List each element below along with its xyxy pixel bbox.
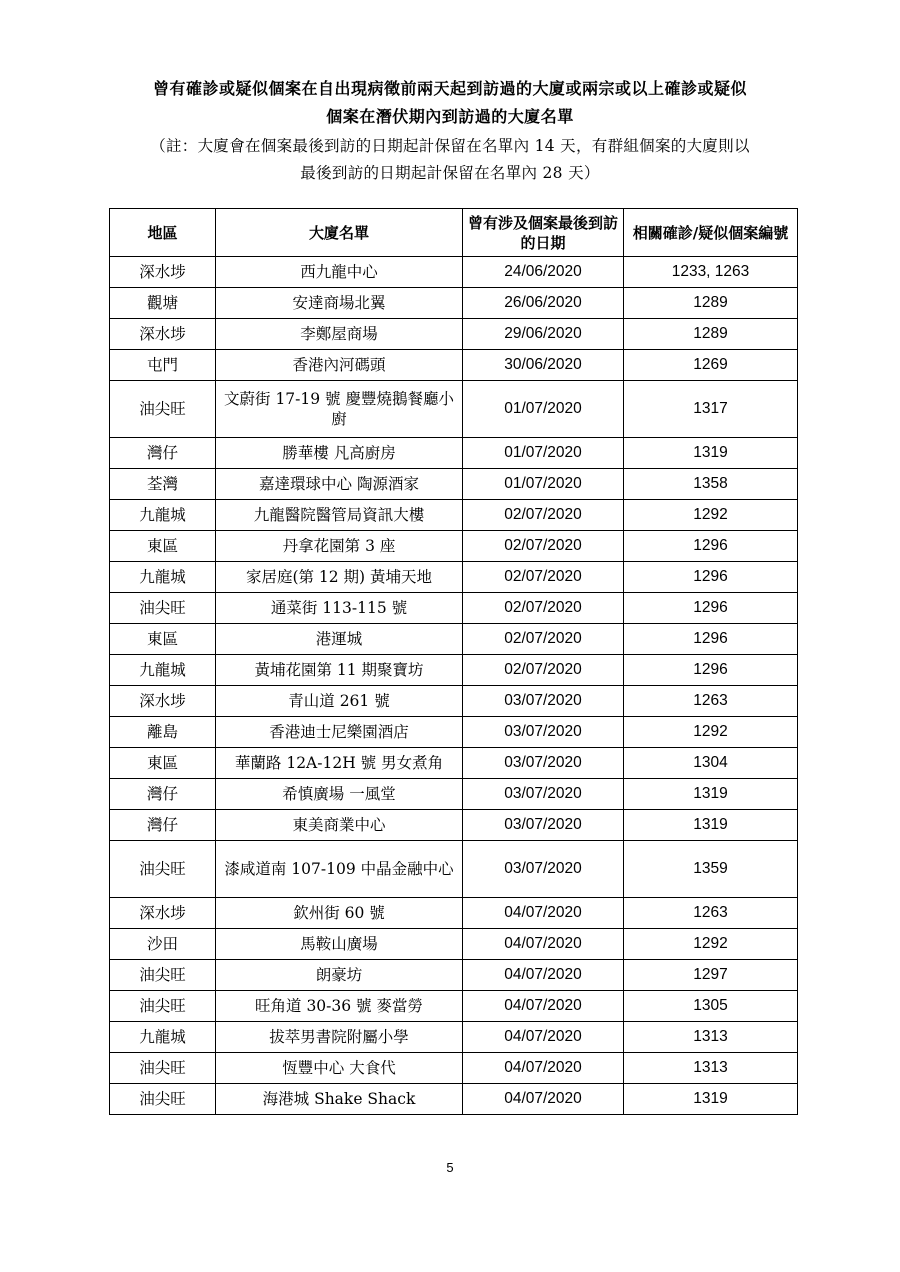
cell-district: 灣仔 bbox=[110, 779, 216, 810]
cell-cases: 1305 bbox=[624, 991, 798, 1022]
header-cases: 相關確診/疑似個案編號 bbox=[624, 209, 798, 257]
table-row bbox=[110, 350, 798, 381]
cell-date: 01/07/2020 bbox=[463, 438, 624, 469]
cell-district: 觀塘 bbox=[110, 288, 216, 319]
table-row bbox=[110, 655, 798, 686]
cell-cases: 1319 bbox=[624, 438, 798, 469]
cell-cases: 1313 bbox=[624, 1022, 798, 1053]
cell-cases: 1296 bbox=[624, 531, 798, 562]
cell-district: 荃灣 bbox=[110, 469, 216, 500]
table-row bbox=[110, 779, 798, 810]
table-header-row bbox=[110, 209, 798, 257]
cell-building: 通菜街 113-115 號 bbox=[216, 593, 463, 624]
header-date: 曾有涉及個案最後到訪的日期 bbox=[463, 209, 624, 257]
cell-date: 04/07/2020 bbox=[463, 1022, 624, 1053]
cell-district: 油尖旺 bbox=[110, 960, 216, 991]
table-row bbox=[110, 898, 798, 929]
cell-building: 安達商場北翼 bbox=[216, 288, 463, 319]
cell-date: 03/07/2020 bbox=[463, 686, 624, 717]
page-number: 5 bbox=[446, 1160, 454, 1175]
cell-date: 30/06/2020 bbox=[463, 350, 624, 381]
cell-date: 04/07/2020 bbox=[463, 929, 624, 960]
cell-district: 油尖旺 bbox=[110, 1084, 216, 1115]
table-row bbox=[110, 288, 798, 319]
cell-building: 港運城 bbox=[216, 624, 463, 655]
cell-date: 01/07/2020 bbox=[463, 381, 624, 438]
cell-date: 29/06/2020 bbox=[463, 319, 624, 350]
table-row bbox=[110, 1053, 798, 1084]
cell-date: 02/07/2020 bbox=[463, 562, 624, 593]
cell-building: 海港城 Shake Shack bbox=[216, 1084, 463, 1115]
cell-building: 朗豪坊 bbox=[216, 960, 463, 991]
cell-building: 拔萃男書院附屬小學 bbox=[216, 1022, 463, 1053]
cell-date: 02/07/2020 bbox=[463, 655, 624, 686]
header-building: 大廈名單 bbox=[216, 209, 463, 257]
cell-cases: 1313 bbox=[624, 1053, 798, 1084]
cell-building: 漆咸道南 107-109 中晶金融中心 bbox=[216, 841, 463, 898]
table-row bbox=[110, 717, 798, 748]
cell-date: 03/07/2020 bbox=[463, 779, 624, 810]
cell-cases: 1233, 1263 bbox=[624, 257, 798, 288]
cell-cases: 1296 bbox=[624, 562, 798, 593]
cell-district: 九龍城 bbox=[110, 500, 216, 531]
cell-building: 旺角道 30-36 號 麥當勞 bbox=[216, 991, 463, 1022]
cell-building: 黃埔花園第 11 期聚寶坊 bbox=[216, 655, 463, 686]
cell-district: 屯門 bbox=[110, 350, 216, 381]
cell-date: 02/07/2020 bbox=[463, 531, 624, 562]
cell-building: 華蘭路 12A-12H 號 男女煮角 bbox=[216, 748, 463, 779]
table-row bbox=[110, 257, 798, 288]
table-row bbox=[110, 748, 798, 779]
cell-date: 01/07/2020 bbox=[463, 469, 624, 500]
table-row bbox=[110, 593, 798, 624]
cell-district: 油尖旺 bbox=[110, 841, 216, 898]
cell-district: 九龍城 bbox=[110, 655, 216, 686]
cell-building: 希慎廣場 一風堂 bbox=[216, 779, 463, 810]
table-row bbox=[110, 929, 798, 960]
cell-building: 文蔚街 17-19 號 慶豐燒鵝餐廳小廚 bbox=[216, 381, 463, 438]
cell-building: 香港迪士尼樂園酒店 bbox=[216, 717, 463, 748]
cell-district: 九龍城 bbox=[110, 1022, 216, 1053]
note-line-2: 最後到訪的日期起計保留在名單內 28 天） bbox=[300, 164, 600, 182]
cell-cases: 1263 bbox=[624, 898, 798, 929]
table-row bbox=[110, 531, 798, 562]
table-row bbox=[110, 469, 798, 500]
table-row bbox=[110, 1084, 798, 1115]
cell-date: 02/07/2020 bbox=[463, 500, 624, 531]
table-row bbox=[110, 810, 798, 841]
cell-cases: 1296 bbox=[624, 593, 798, 624]
cell-cases: 1359 bbox=[624, 841, 798, 898]
cell-cases: 1319 bbox=[624, 1084, 798, 1115]
cell-date: 04/07/2020 bbox=[463, 898, 624, 929]
cell-cases: 1292 bbox=[624, 929, 798, 960]
table-row bbox=[110, 381, 798, 438]
cell-date: 03/07/2020 bbox=[463, 810, 624, 841]
cell-cases: 1269 bbox=[624, 350, 798, 381]
cell-date: 04/07/2020 bbox=[463, 1084, 624, 1115]
cell-cases: 1292 bbox=[624, 717, 798, 748]
cell-district: 油尖旺 bbox=[110, 991, 216, 1022]
cell-building: 家居庭(第 12 期) 黃埔天地 bbox=[216, 562, 463, 593]
cell-district: 沙田 bbox=[110, 929, 216, 960]
header-district: 地區 bbox=[110, 209, 216, 257]
cell-building: 嘉達環球中心 陶源酒家 bbox=[216, 469, 463, 500]
cell-building: 馬鞍山廣場 bbox=[216, 929, 463, 960]
cell-cases: 1289 bbox=[624, 319, 798, 350]
cell-date: 03/07/2020 bbox=[463, 841, 624, 898]
cell-building: 李鄭屋商場 bbox=[216, 319, 463, 350]
cell-cases: 1317 bbox=[624, 381, 798, 438]
cell-district: 深水埗 bbox=[110, 319, 216, 350]
cell-building: 恆豐中心 大食代 bbox=[216, 1053, 463, 1084]
cell-cases: 1304 bbox=[624, 748, 798, 779]
cell-district: 離島 bbox=[110, 717, 216, 748]
cell-cases: 1297 bbox=[624, 960, 798, 991]
table-body bbox=[110, 257, 798, 1115]
cell-district: 灣仔 bbox=[110, 810, 216, 841]
cell-date: 03/07/2020 bbox=[463, 717, 624, 748]
cell-date: 03/07/2020 bbox=[463, 748, 624, 779]
table-row bbox=[110, 562, 798, 593]
cell-date: 26/06/2020 bbox=[463, 288, 624, 319]
cell-date: 02/07/2020 bbox=[463, 593, 624, 624]
cell-cases: 1296 bbox=[624, 624, 798, 655]
cell-district: 深水埗 bbox=[110, 257, 216, 288]
cell-district: 油尖旺 bbox=[110, 1053, 216, 1084]
page-title-line-1: 曾有確診或疑似個案在自出現病徵前兩天起到訪過的大廈或兩宗或以上確診或疑似 bbox=[152, 79, 747, 98]
cell-building: 勝華樓 凡高廚房 bbox=[216, 438, 463, 469]
cell-cases: 1358 bbox=[624, 469, 798, 500]
cell-building: 西九龍中心 bbox=[216, 257, 463, 288]
cell-date: 02/07/2020 bbox=[463, 624, 624, 655]
cell-building: 東美商業中心 bbox=[216, 810, 463, 841]
cell-date: 04/07/2020 bbox=[463, 960, 624, 991]
table-row bbox=[110, 319, 798, 350]
table-row bbox=[110, 991, 798, 1022]
cell-district: 東區 bbox=[110, 531, 216, 562]
cell-date: 04/07/2020 bbox=[463, 991, 624, 1022]
cell-date: 04/07/2020 bbox=[463, 1053, 624, 1084]
cell-building: 香港內河碼頭 bbox=[216, 350, 463, 381]
table-row bbox=[110, 438, 798, 469]
cell-district: 油尖旺 bbox=[110, 381, 216, 438]
cell-district: 灣仔 bbox=[110, 438, 216, 469]
cell-cases: 1292 bbox=[624, 500, 798, 531]
buildings-table bbox=[109, 208, 798, 1115]
cell-cases: 1319 bbox=[624, 779, 798, 810]
cell-district: 東區 bbox=[110, 748, 216, 779]
cell-district: 油尖旺 bbox=[110, 593, 216, 624]
cell-district: 深水埗 bbox=[110, 898, 216, 929]
cell-cases: 1296 bbox=[624, 655, 798, 686]
note-line-1: （註：大廈會在個案最後到訪的日期起計保留在名單內 14 天，有群組個案的大廈則以 bbox=[150, 137, 750, 155]
cell-district: 東區 bbox=[110, 624, 216, 655]
cell-cases: 1319 bbox=[624, 810, 798, 841]
cell-district: 深水埗 bbox=[110, 686, 216, 717]
table-row bbox=[110, 624, 798, 655]
cell-building: 丹拿花園第 3 座 bbox=[216, 531, 463, 562]
cell-cases: 1289 bbox=[624, 288, 798, 319]
table-row bbox=[110, 841, 798, 898]
table-row bbox=[110, 500, 798, 531]
table-row bbox=[110, 1022, 798, 1053]
table-row bbox=[110, 686, 798, 717]
table-row bbox=[110, 960, 798, 991]
cell-date: 24/06/2020 bbox=[463, 257, 624, 288]
cell-building: 九龍醫院醫管局資訊大樓 bbox=[216, 500, 463, 531]
cell-building: 欽州街 60 號 bbox=[216, 898, 463, 929]
page-title-line-2: 個案在潛伏期內到訪過的大廈名單 bbox=[326, 107, 574, 126]
cell-cases: 1263 bbox=[624, 686, 798, 717]
cell-district: 九龍城 bbox=[110, 562, 216, 593]
cell-building: 青山道 261 號 bbox=[216, 686, 463, 717]
